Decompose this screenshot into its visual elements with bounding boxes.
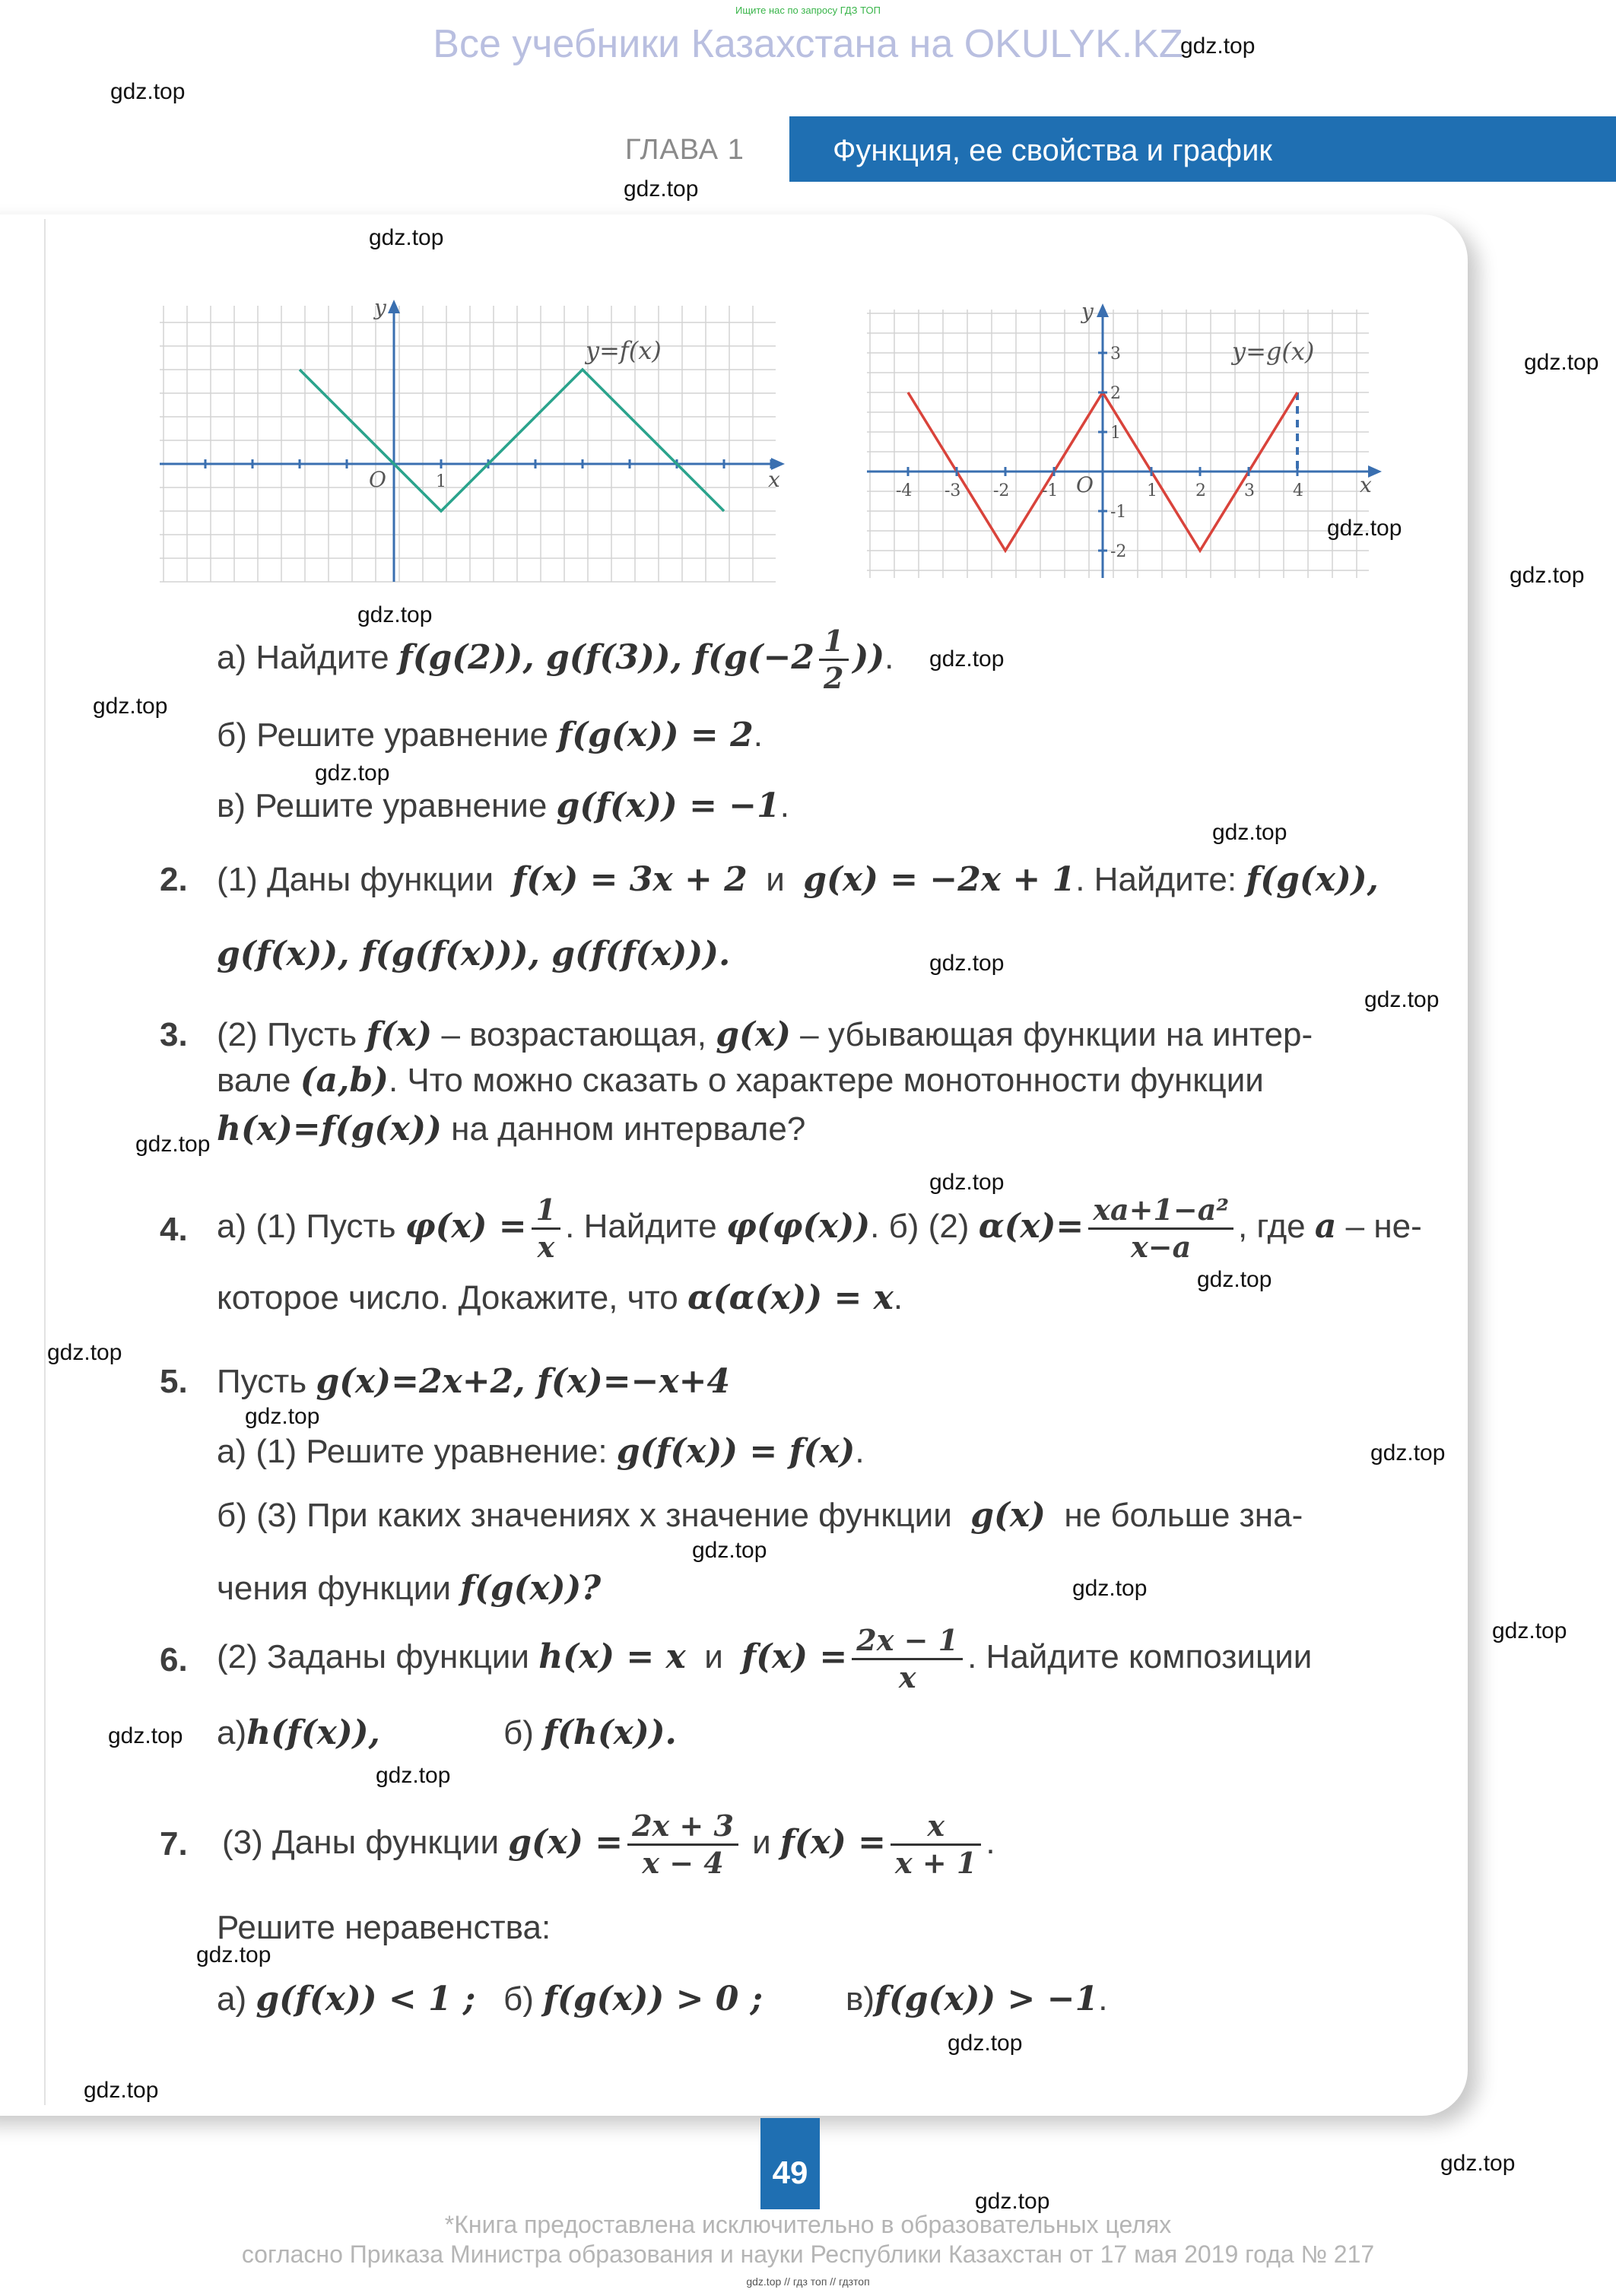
watermark: gdz.top [1072, 1576, 1148, 1601]
p3-line3: h(x)=f(g(x)) на данном интервале? [217, 1110, 806, 1148]
graph-f-tick-1: 1 [436, 472, 446, 491]
p7-part-b: б) f(g(x)) > 0 ; [503, 1980, 763, 2018]
graph-g-y-tick-label: 1 [1110, 424, 1121, 443]
graph-f-y-arrow [388, 300, 400, 313]
watermark: gdz.top [1524, 350, 1599, 375]
graph-g-xlabel: x [1360, 472, 1372, 497]
p3-line2: вале (a,b). Что можно сказать о характере монотонности функции [217, 1061, 1264, 1100]
chapter-label: ГЛАВА 1 [625, 134, 745, 166]
p7-line1: (3) Даны функции g(x) = $\frac{2x + 3}{x - 4}$ и f(x) = $\frac{x}{x + 1}$ . [222, 1809, 995, 1880]
p6-part-b: б) f(h(x)). [503, 1713, 677, 1752]
watermark: gdz.top [929, 646, 1005, 672]
p6-number: 6. [160, 1641, 188, 1678]
watermark: gdz.top [1327, 516, 1402, 541]
watermark: gdz.top [1492, 1618, 1567, 1643]
graph-g-x-tick-label: 3 [1244, 481, 1255, 500]
p6-line1: (2) Заданы функции h(x) = x и f(x) = $\frac{2x - 1}{x}$ . Найдите композиции [217, 1623, 1313, 1694]
p7-line2: Решите неравенства: [217, 1909, 551, 1946]
watermark: gdz.top [1180, 33, 1256, 59]
watermark: gdz.top [1364, 987, 1440, 1012]
graph-f-origin: O [369, 467, 386, 492]
graph-g-x-tick-label: -2 [993, 481, 1010, 500]
graph-f-grid [160, 306, 776, 582]
graph-g-y-arrow [1097, 303, 1109, 317]
watermark: gdz.top [975, 2189, 1050, 2214]
graph-g-x-tick-label: -1 [1042, 481, 1059, 500]
watermark: gdz.top [376, 1763, 451, 1788]
graph-g-y-tick-label: 3 [1110, 345, 1121, 364]
chapter-title: Функция, ее свойства и график [833, 134, 1272, 167]
graph-f-xlabel: x [768, 467, 780, 492]
p1-part-c: в) Решите уравнение g(f(x)) = −1. [217, 786, 789, 825]
watermark: gdz.top [1197, 1267, 1272, 1292]
p5-part-b: б) (3) При каких значениях x значение функции g(x) не больше зна- [217, 1496, 1303, 1535]
page-number: 49 [772, 2155, 808, 2190]
graph-f [160, 297, 791, 586]
watermark: gdz.top [108, 1723, 183, 1748]
graph-g-x-tick-label: -3 [945, 481, 961, 500]
watermark: gdz.top [624, 176, 699, 202]
watermark: gdz.top [93, 694, 168, 719]
watermark: gdz.top [135, 1132, 211, 1157]
p2-line2: g(f(x)), f(g(f(x))), g(f(f(x))). [217, 935, 731, 973]
p3-line1: (2) Пусть f(x) – возрастающая, g(x) – убывающая функции на интер- [217, 1015, 1313, 1054]
watermark: gdz.top [929, 951, 1005, 976]
graph-f-ylabel: y [374, 297, 386, 320]
p4-line2: которое число. Докажите, что α(α(x)) = x. [217, 1278, 903, 1317]
watermark: gdz.top [315, 761, 390, 786]
graph-g-y-tick-label: -2 [1110, 542, 1127, 561]
watermark: gdz.top [1510, 563, 1585, 588]
p5-part-a: а) (1) Решите уравнение: g(f(x)) = f(x). [217, 1432, 865, 1471]
p3-number: 3. [160, 1016, 188, 1053]
top-note: Ищите нас по запросу ГДЗ ТОП [735, 5, 881, 16]
graph-g-origin: O [1076, 472, 1094, 497]
p4-line1: а) (1) Пусть φ(x) = $\frac{1}{x}$ . Найдите φ(φ(x)). б) (2) α(x)= $\frac{\text{xa+1−a²}}{x-a}$ , где a – не- [217, 1192, 1422, 1264]
site-banner[interactable]: Все учебники Казахстана на OKULYK.KZ [433, 22, 1183, 66]
p5-part-b-cont: чения функции f(g(x))? [217, 1569, 602, 1608]
watermark: gdz.top [1440, 2151, 1516, 2176]
p5-line1: Пусть g(x)=2x+2, f(x)=−x+4 [217, 1362, 731, 1401]
watermark: gdz.top [357, 602, 433, 627]
card-margin-line [44, 219, 46, 2105]
p2-line1: (1) Даны функции f(x) = 3x + 2 и g(x) = −2x + 1. Найдите: f(g(x)), [217, 860, 1379, 899]
footer-line-2: согласно Приказа Министра образования и науки Республики Казахстан от 17 мая 2019 года № 217 [241, 2240, 1375, 2268]
graph-g-label: y=g(x) [1232, 337, 1315, 366]
watermark: gdz.top [948, 2031, 1023, 2056]
graph-g-x-tick-label: 4 [1293, 481, 1303, 500]
p6-part-a: а)h(f(x)), [217, 1713, 380, 1752]
watermark: gdz.top [110, 79, 186, 104]
p4-number: 4. [160, 1211, 188, 1248]
p7-number: 7. [160, 1825, 188, 1863]
p2-number: 2. [160, 861, 188, 898]
watermark: gdz.top [692, 1538, 767, 1563]
graph-g-ylabel: y [1081, 300, 1094, 324]
graph-g-x-tick-label: -4 [896, 481, 913, 500]
graph-g-x-tick-label: 2 [1195, 481, 1206, 500]
graph-g [867, 300, 1384, 582]
watermark: gdz.top [47, 1340, 122, 1365]
p7-part-c: в)f(g(x)) > −1. [846, 1980, 1108, 2018]
p5-number: 5. [160, 1363, 188, 1400]
watermark: gdz.top [84, 2078, 159, 2103]
watermark: gdz.top [929, 1170, 1005, 1195]
p1-part-a: а) Найдите f(g(2)), g(f(3)), f(g(−2 $\frac{1}{2}$ )). [217, 624, 894, 695]
watermark: gdz.top [245, 1404, 320, 1429]
p1-part-b: б) Решите уравнение f(g(x)) = 2. [217, 716, 763, 754]
watermark: gdz.top [369, 225, 444, 250]
graph-g-x-tick-label: 1 [1147, 481, 1157, 500]
graph-f-label: y=f(x) [586, 336, 662, 365]
graph-g-y-tick-label: 2 [1110, 384, 1121, 403]
watermark: gdz.top [1212, 820, 1287, 845]
watermark: gdz.top [1370, 1440, 1446, 1466]
graph-g-y-tick-label: -1 [1110, 503, 1127, 522]
footer-line-1: *Книга предоставлена исключительно в образовательных целях [444, 2211, 1172, 2238]
watermark: gdz.top [196, 1942, 271, 1967]
footer-tiny: gdz.top // гдз топ // гдзтоп [746, 2275, 870, 2288]
p7-part-a: а) g(f(x)) < 1 ; [217, 1980, 476, 2018]
